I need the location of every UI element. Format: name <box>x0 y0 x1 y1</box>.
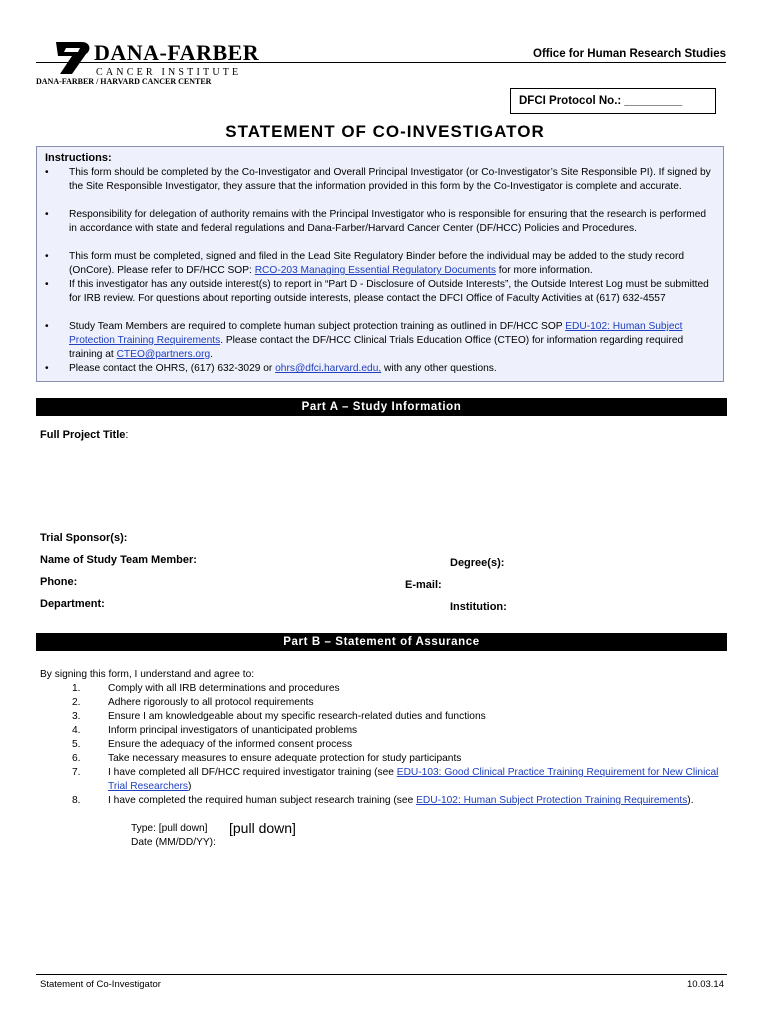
footer-version-date: 10.03.14 <box>687 979 724 990</box>
edu-102-training-link[interactable]: EDU-102: Human Subject Protection Training Requirements <box>416 795 688 806</box>
instructions-heading: Instructions: <box>45 152 112 164</box>
phone-label: Phone: <box>40 576 78 588</box>
full-project-title-field[interactable] <box>40 441 720 521</box>
ohrs-email-link[interactable]: ohrs@dfci.harvard.edu, <box>275 363 382 374</box>
rco-203-link[interactable]: RCO-203 Managing Essential Regulatory Documents <box>254 265 496 276</box>
part-a-header: Part A – Study Information <box>36 398 727 416</box>
training-type-dropdown[interactable]: [pull down] <box>229 820 296 836</box>
department-label: Department: <box>40 598 105 610</box>
page-title: STATEMENT OF CO-INVESTIGATOR <box>225 122 545 141</box>
edu-102-link[interactable]: EDU-102: Human Subject Protection Training Requirements <box>69 321 683 346</box>
footer-rule <box>36 974 727 975</box>
cancer-center-name: DANA-FARBER / HARVARD CANCER CENTER <box>36 77 212 86</box>
degree-label: Degree(s): <box>450 557 505 569</box>
instructions-box <box>36 146 724 382</box>
org-subtitle: CANCER INSTITUTE <box>96 67 242 78</box>
training-date-label: Date (MM/DD/YY): <box>131 837 216 848</box>
bullet-icon: • <box>45 279 49 290</box>
cteo-email-link[interactable]: CTEO@partners.org <box>116 349 211 360</box>
part-b-header: Part B – Statement of Assurance <box>36 633 727 651</box>
org-name: DANA-FARBER <box>94 40 260 65</box>
edu-103-link[interactable]: EDU-103: Good Clinical Practice Training Requirement for New Clinical Trial Researchers <box>108 767 719 792</box>
bullet-icon: • <box>45 321 49 332</box>
assurance-intro: By signing this form, I understand and agree to: <box>40 669 255 680</box>
training-type-label: Type: [pull down] <box>131 823 208 834</box>
institution-label: Institution: <box>450 601 507 613</box>
trial-sponsor-label: Trial Sponsor(s): <box>40 532 128 544</box>
bullet-icon: • <box>45 363 49 374</box>
study-team-member-label: Name of Study Team Member: <box>40 554 197 566</box>
protocol-number-field[interactable]: DFCI Protocol No.: _________ <box>510 88 716 114</box>
instruction-item: • Please contact the OHRS, (617) 632-3029 or ohrs@dfci.harvard.edu, with any other questions. <box>45 363 497 374</box>
list-item: 8. I have completed the required human subject research training (see EDU-102: Human Subject Protection Training Requirements). <box>72 795 694 806</box>
bullet-icon: • <box>45 167 49 178</box>
instruction-item: • Responsibility for delegation of authority remains with the Principal Investigator who is responsible for ensuring that the research is performed in accordance with state and federal regulations and Dana-Farber/Harvard Cancer Center (DF/HCC) Policies and Procedures. <box>45 209 707 234</box>
instruction-item: • This form must be completed, signed and filed in the Lead Site Regulatory Binder before the individual may be added to the study record (OnCore). Please refer to DF/HCC SOP: RCO-203 Managing Essential Regulatory Documents for more information. <box>45 251 685 276</box>
bullet-icon: • <box>45 251 49 262</box>
list-item: 7. I have completed all DF/HCC required investigator training (see EDU-103: Good Clinical Practice Training Requirement for New Clinical Trial Researchers) <box>72 767 719 792</box>
instruction-item: • If this investigator has any outside interest(s) to report in “Part D - Disclosure of Outside Interests”, the Outside Interest Log must be submitted for IRB review. For questions about reporting outside interests, please contact the DFCI Office of Faculty Activities at (617) 632-4557 <box>45 279 709 304</box>
bullet-icon: • <box>45 209 49 220</box>
office-title: Office for Human Research Studies <box>533 48 726 60</box>
email-label: E-mail: <box>405 579 442 591</box>
dana-farber-logo-icon <box>52 40 92 76</box>
full-project-title-label: Full Project Title: <box>40 429 129 441</box>
footer-form-name: Statement of Co-Investigator <box>40 979 161 990</box>
instruction-item: • Study Team Members are required to complete human subject protection training as outlined in DF/HCC SOP EDU-102: Human Subject Protection Training Requirements. Please contact the DF/HCC Clinical Trials Education Office (CTEO) for information regarding required training at CTEO@partners.org. <box>45 321 684 360</box>
instruction-item: • This form should be completed by the Co-Investigator and Overall Principal Investigator (or Co-Investigator’s Site Responsible PI). If signed by the Site Responsible Investigator, they assure that the information provided in this form by the Co-Investigator is complete and accurate. <box>45 167 711 192</box>
